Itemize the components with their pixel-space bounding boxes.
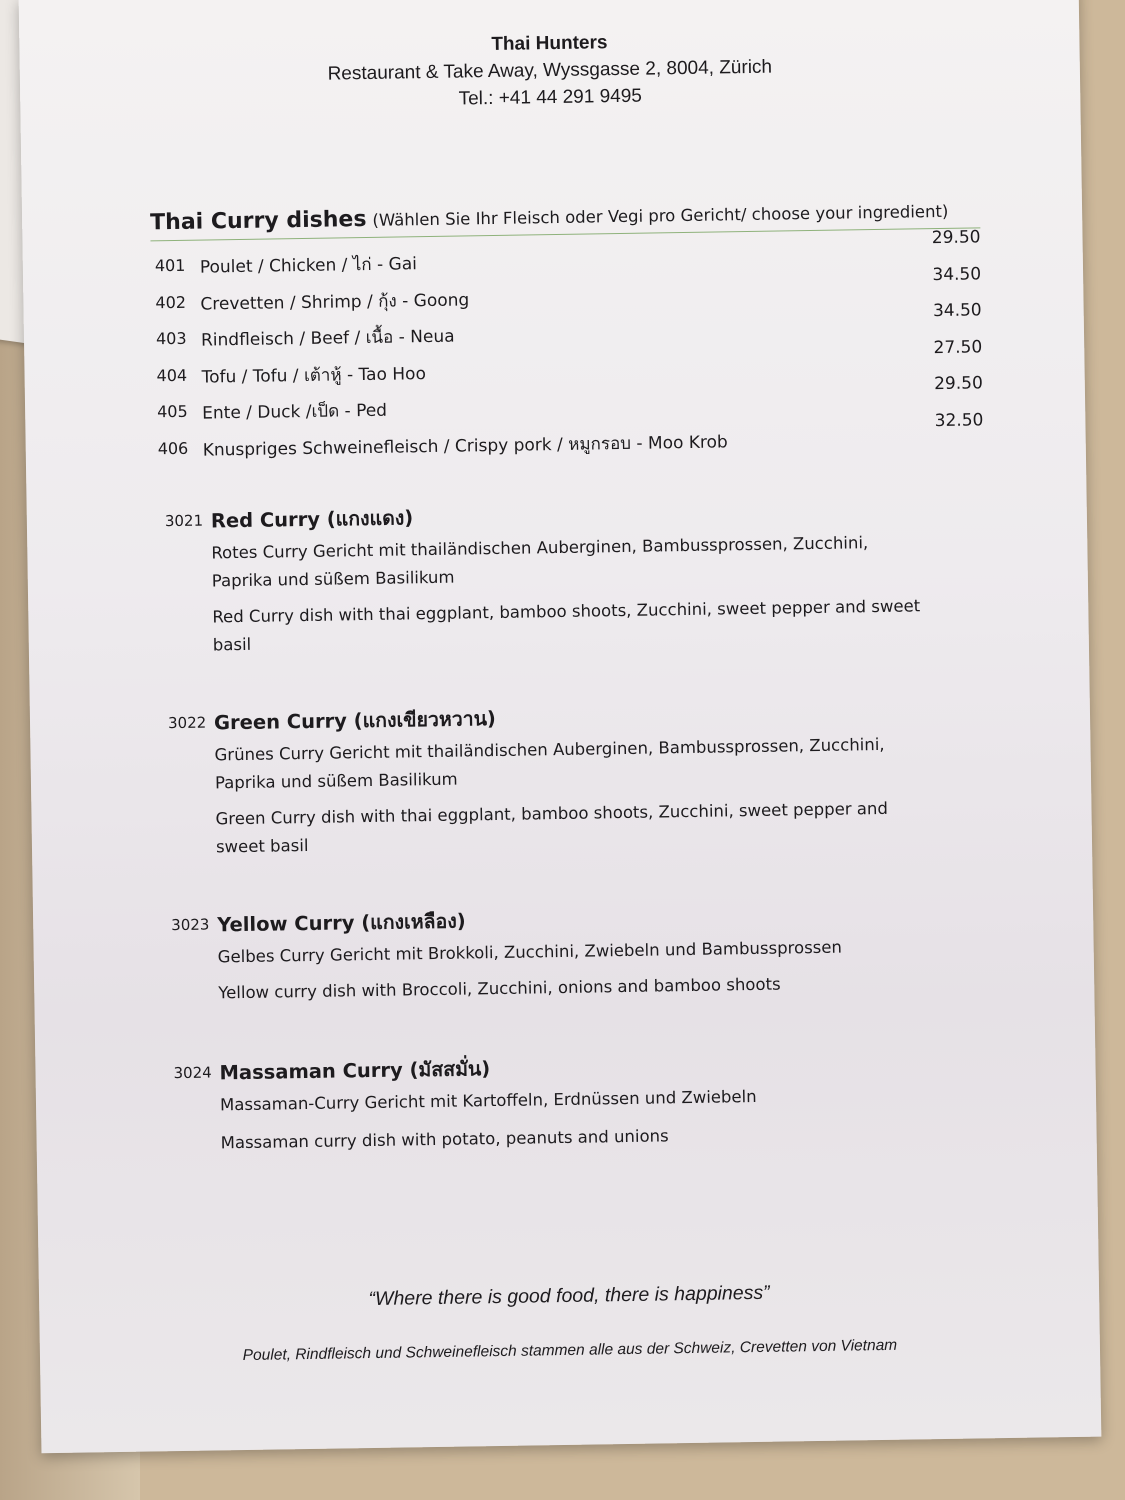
restaurant-phone: Tel.: +41 44 291 9495 [458, 85, 643, 110]
footer-quote: “Where there is good food, there is happiness” [368, 1281, 770, 1311]
item-price: 29.50 [933, 373, 983, 395]
curry-description-de: Grünes Curry Gericht mit thailändischen Auberginen, Bambussprossen, Zucchini, Paprika und süßem Basilikum [214, 734, 885, 793]
curry-title: Massaman Curry (มัสสมั่น) [219, 1057, 491, 1085]
menu-page [19, 0, 1102, 1453]
item-number: 401 [154, 255, 186, 276]
curry-code: 3022 [167, 713, 207, 733]
item-price: 34.50 [932, 300, 982, 322]
item-price: 29.50 [931, 227, 981, 249]
curry-description-de: Gelbes Curry Gericht mit Brokkoli, Zucchini, Zwiebeln und Bambussprossen [217, 937, 843, 967]
item-description: Ente / Duck /เป็ด - Ped [202, 400, 388, 424]
item-price: 34.50 [932, 263, 982, 285]
restaurant-address: Restaurant & Take Away, Wyssgasse 2, 8004, Zürich [327, 56, 773, 85]
curry-title: Red Curry (แกงแดง) [210, 506, 414, 533]
item-description: Tofu / Tofu / เต้าหู้ - Tao Hoo [201, 363, 427, 388]
item-number: 402 [155, 292, 187, 312]
section-title: Thai Curry dishes [149, 206, 367, 236]
curry-description-de: Massaman-Curry Gericht mit Kartoffeln, Erdnüssen und Zwiebeln [219, 1086, 757, 1115]
curry-description-en: Red Curry dish with thai eggplant, bamboo shoots, Zucchini, sweet pepper and sweet basil [212, 596, 921, 655]
curry-entry-green [167, 696, 928, 857]
curry-title: Yellow Curry (แกงเหลือง) [217, 909, 466, 937]
restaurant-header [19, 22, 1080, 120]
curry-code: 3024 [173, 1063, 212, 1083]
item-price: 27.50 [933, 336, 983, 358]
curry-code: 3023 [171, 915, 210, 935]
restaurant-name: Thai Hunters [491, 32, 608, 55]
curry-title: Green Curry (แกงเขียวหวาน) [213, 707, 497, 735]
curry-entry-yellow [171, 898, 931, 1003]
item-description: Crevetten / Shrimp / กุ้ง - Goong [200, 289, 470, 315]
item-price: 32.50 [934, 409, 984, 431]
section-heading [150, 197, 980, 241]
curry-description-de: Rotes Curry Gericht mit thailändischen Auberginen, Bambussprossen, Zucchini, Paprika und süßem Basilikum [211, 533, 869, 591]
section-subtitle: (Wählen Sie Ihr Fleisch oder Vegi pro Gericht/ choose your ingredient) [372, 201, 949, 230]
item-number: 406 [157, 438, 189, 458]
curry-entry-red [164, 494, 925, 655]
curry-description-en: Yellow curry dish with Broccoli, Zucchini, onions and bamboo shoots [218, 974, 781, 1003]
item-number: 403 [155, 328, 187, 349]
curry-code: 3021 [164, 511, 204, 531]
curry-description-en: Green Curry dish with thai eggplant, bamboo shoots, Zucchini, sweet pepper and sweet basil [215, 798, 889, 857]
item-description: Rindfleisch / Beef / เนื้อ - Neua [200, 326, 455, 351]
item-number: 404 [156, 365, 188, 385]
item-description: Poulet / Chicken / ไก่ - Gai [199, 254, 418, 278]
ingredient-list [154, 227, 984, 467]
curry-description-en: Massaman curry dish with potato, peanuts and unions [220, 1126, 669, 1153]
curry-entry-massaman [173, 1046, 933, 1153]
item-description: Knuspriges Schweinefleisch / Crispy pork / หมูกรอบ - Moo Krob [202, 431, 728, 461]
meat-origin-note: Poulet, Rindfleisch und Schweinefleisch stammen alle aus der Schweiz, Crevetten von Vietnam [242, 1336, 898, 1365]
item-number: 405 [156, 401, 188, 422]
